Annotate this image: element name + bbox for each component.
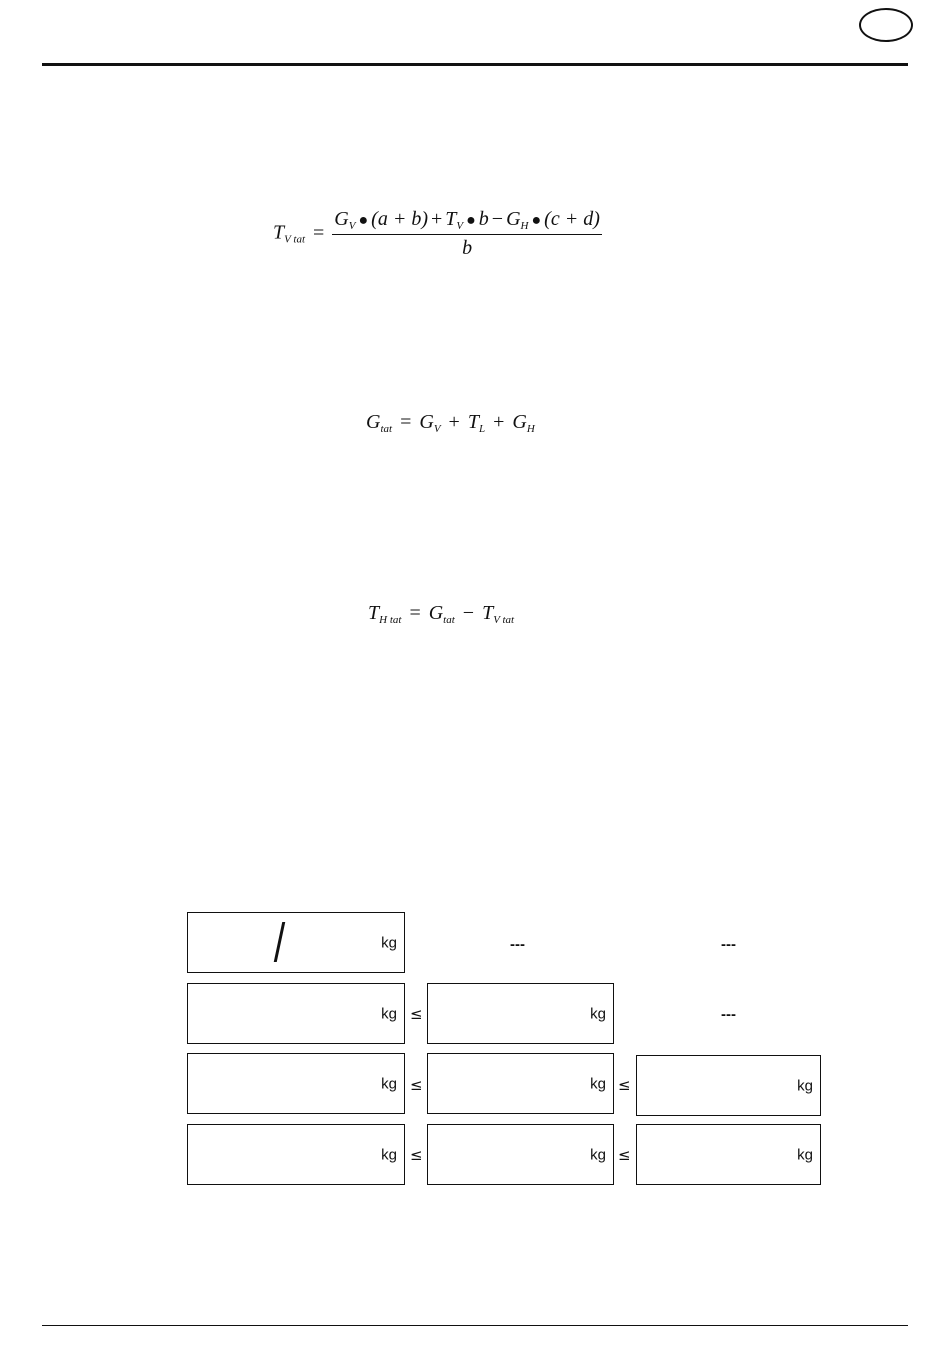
weight-box-row3-col3	[636, 1055, 821, 1116]
unit-label: kg	[797, 1146, 813, 1163]
weight-box-row4-col1	[187, 1124, 405, 1185]
unit-label: kg	[590, 1146, 606, 1163]
plus-sign: +	[430, 208, 443, 230]
term-gh: G	[506, 208, 521, 230]
equals-sign: =	[400, 411, 412, 433]
formula-th-tat-lhs: T	[368, 602, 380, 624]
unit-label: kg	[381, 1146, 397, 1163]
formula-tv-tat	[273, 208, 602, 260]
term-tv: T	[445, 208, 457, 230]
leq-sign: ≤	[410, 1146, 423, 1164]
term-paren-cd: (c + d)	[544, 208, 600, 230]
formula-g-tat-lhs-sub: tat	[380, 423, 393, 435]
term-gv-sub: V	[348, 220, 356, 232]
unit-label: kg	[590, 1075, 606, 1092]
dash-placeholder: ---	[721, 936, 736, 953]
term-gh-sub: H	[520, 220, 529, 232]
bullet-operator: ●	[466, 212, 476, 229]
term-tl-sub: L	[478, 423, 486, 435]
leq-sign: ≤	[618, 1076, 631, 1094]
weight-box-row2-col1	[187, 983, 405, 1044]
weight-box-row4-col2	[427, 1124, 614, 1185]
plus-sign: +	[493, 411, 505, 433]
bullet-operator: ●	[531, 212, 542, 229]
footer-rule	[42, 1325, 908, 1326]
unit-label: kg	[381, 1075, 397, 1092]
term-gv: G	[334, 208, 349, 230]
term-tv-sub: V	[456, 220, 464, 232]
leq-sign: ≤	[410, 1076, 423, 1094]
plus-sign: +	[448, 411, 460, 433]
term-gv-sub: V	[433, 423, 441, 435]
unit-label: kg	[590, 1005, 606, 1022]
equals-sign: =	[409, 602, 421, 624]
minus-sign: −	[462, 602, 475, 624]
equals-sign: =	[313, 221, 325, 244]
dash-placeholder: ---	[721, 1006, 736, 1023]
weight-box-row4-col3	[636, 1124, 821, 1185]
term-gv: G	[419, 411, 434, 433]
fraction	[332, 208, 602, 260]
weight-box-row2-col2	[427, 983, 614, 1044]
bullet-operator: ●	[358, 212, 369, 229]
term-paren-ab: (a + b)	[371, 208, 428, 230]
unit-label: kg	[381, 1005, 397, 1022]
formula-tv-tat-lhs-sub: V tat	[284, 233, 306, 246]
formula-g-tat	[366, 411, 535, 435]
slash-mark	[274, 922, 286, 962]
header-rule	[42, 63, 908, 66]
leq-sign: ≤	[410, 1005, 423, 1023]
dash-placeholder: ---	[510, 936, 525, 953]
numerator	[332, 208, 602, 235]
term-g-tat-sub: tat	[443, 614, 455, 626]
weight-box-row1-col1	[187, 912, 405, 973]
term-gh: G	[512, 411, 527, 433]
minus-sign: −	[491, 208, 504, 230]
denominator: b	[462, 237, 473, 259]
formula-tv-tat-lhs: T	[273, 221, 285, 244]
formula-th-tat-lhs-sub: H tat	[379, 614, 402, 626]
formula-g-tat-lhs: G	[366, 411, 381, 433]
term-gh-sub: H	[526, 423, 535, 435]
term-g-tat: G	[428, 602, 444, 624]
term-b: b	[478, 208, 489, 230]
term-tv-tat: T	[482, 602, 494, 624]
unit-label: kg	[797, 1077, 813, 1094]
weight-box-row3-col1	[187, 1053, 405, 1114]
leq-sign: ≤	[618, 1146, 631, 1164]
unit-label: kg	[381, 934, 397, 951]
language-badge	[859, 8, 913, 42]
term-tl: T	[467, 411, 479, 433]
weight-box-row3-col2	[427, 1053, 614, 1114]
term-tv-tat-sub: V tat	[493, 614, 515, 626]
formula-th-tat	[368, 602, 514, 626]
